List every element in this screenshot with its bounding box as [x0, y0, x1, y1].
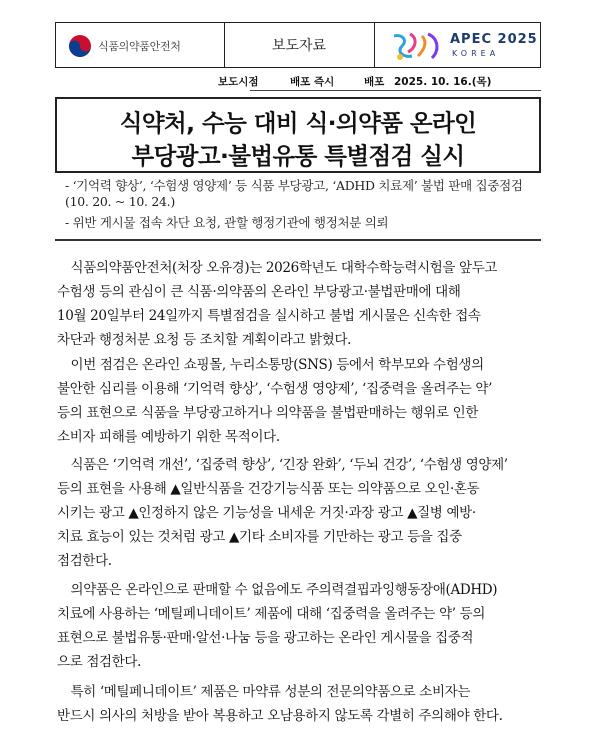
paragraph-line: 치료에 사용하는 ‘메틸페니데이트’ 제품에 대해 ‘집중력을 올려주는 약’ 등의 — [57, 606, 486, 622]
paragraph-line: 식품의약품안전처(처장 오유경)는 2026학년도 대학수학능력시험을 앞두고 — [70, 260, 498, 276]
paragraph-line: 이번 점검은 온라인 쇼핑몰, 누리소통망(SNS) 등에서 학부모와 수험생의 — [70, 357, 484, 373]
agency-cell — [56, 23, 225, 67]
paragraph-line: 수험생 등의 관심이 큰 식품·의약품의 온라인 부당광고·불법판매에 대해 — [57, 284, 461, 300]
summary-point-1: - ‘기억력 향상’, ‘수험생 영양제’ 등 식품 부당광고, ‘ADHD 치료제’ 불법 판매 집중점검(10. 20. ~ 10. 24.) — [65, 178, 523, 209]
paragraph-line: 의약품은 온라인으로 판매할 수 없음에도 주의력결핍과잉행동장애(ADHD) — [70, 582, 498, 598]
paragraph-line: 반드시 의사의 처방을 받아 복용하고 오남용하지 않도록 각별히 주의해야 한다. — [57, 708, 503, 724]
body-paragraph-1 — [57, 256, 539, 352]
body-paragraph-2 — [57, 353, 539, 449]
apec-subtitle: KOREA — [452, 49, 500, 58]
paragraph-line: 등의 표현을 사용해 ▲일반식품을 건강기능식품 또는 의약품으로 오인·혼동 — [57, 481, 480, 497]
release-label: 보도시점 — [218, 76, 259, 88]
paragraph-line: 으로 점검한다. — [57, 654, 142, 670]
header-box — [55, 22, 541, 68]
summary-point-2: - 위반 게시물 접속 차단 요청, 관할 행정기관에 행정처분 의뢰 — [65, 215, 389, 230]
paragraph-line: 등의 표현으로 식품을 부당광고하거나 의약품을 불법판매하는 행위로 인한 — [57, 405, 479, 421]
doc-type: 보도자료 — [224, 23, 375, 67]
title-line-1: 식약처, 수능 대비 식·의약품 온라인 — [119, 109, 477, 137]
paragraph-line: 점검한다. — [57, 553, 112, 569]
apec-title: APEC 2025 — [450, 32, 538, 47]
paragraph-line: 식품은 ‘기억력 개선’, ‘집중력 향상’, ‘긴장 완화’, ‘두뇌 건강’, ‘수험생 영양제’ — [70, 457, 508, 473]
summary-rule — [55, 239, 541, 241]
body-paragraph-3 — [57, 453, 539, 573]
dist-date: 2025. 10. 16.(목) — [394, 76, 492, 88]
paragraph-line: 특히 ‘메틸페니데이트’ 제품은 마약류 성분의 전문의약품으로 소비자는 — [70, 684, 471, 700]
apec-emblem-icon — [388, 30, 446, 62]
dist-label: 배포 — [364, 76, 385, 88]
apec-cell — [374, 23, 540, 67]
title-line-2: 부당광고·불법유통 특별점검 실시 — [131, 142, 465, 170]
paragraph-line: 소비자 피해를 예방하기 위한 목적이다. — [57, 429, 280, 445]
paragraph-line: 불안한 심리를 이용해 ‘기억력 향상’, ‘수험생 영양제’, ‘집중력을 올려주는 약’ — [57, 381, 493, 397]
taegeuk-logo-icon — [68, 34, 92, 58]
paragraph-line: 시키는 광고 ▲인정하지 않은 기능성을 내세운 거짓·과장 광고 ▲질병 예방· — [57, 505, 476, 521]
title-box — [55, 97, 541, 173]
paragraph-line: 차단과 행정처분 요청 등 조치할 계획이라고 밝혔다. — [57, 332, 352, 348]
paragraph-line: 표현으로 불법유통·판매·알선·나눔 등을 광고하는 온라인 게시물을 집중적 — [57, 630, 474, 646]
paragraph-line: 치료 효능이 있는 것처럼 광고 ▲기타 소비자를 기만하는 광고 등을 집중 — [57, 529, 462, 545]
body-paragraph-5 — [57, 680, 539, 728]
dateline-rule — [250, 90, 541, 91]
body-paragraph-4 — [57, 578, 539, 674]
paragraph-line: 10월 20일부터 24일까지 특별점검을 실시하고 불법 게시물은 신속한 접속 — [57, 308, 481, 324]
agency-name: 식품의약품안전처 — [98, 40, 181, 53]
release-value: 배포 즉시 — [290, 76, 335, 88]
